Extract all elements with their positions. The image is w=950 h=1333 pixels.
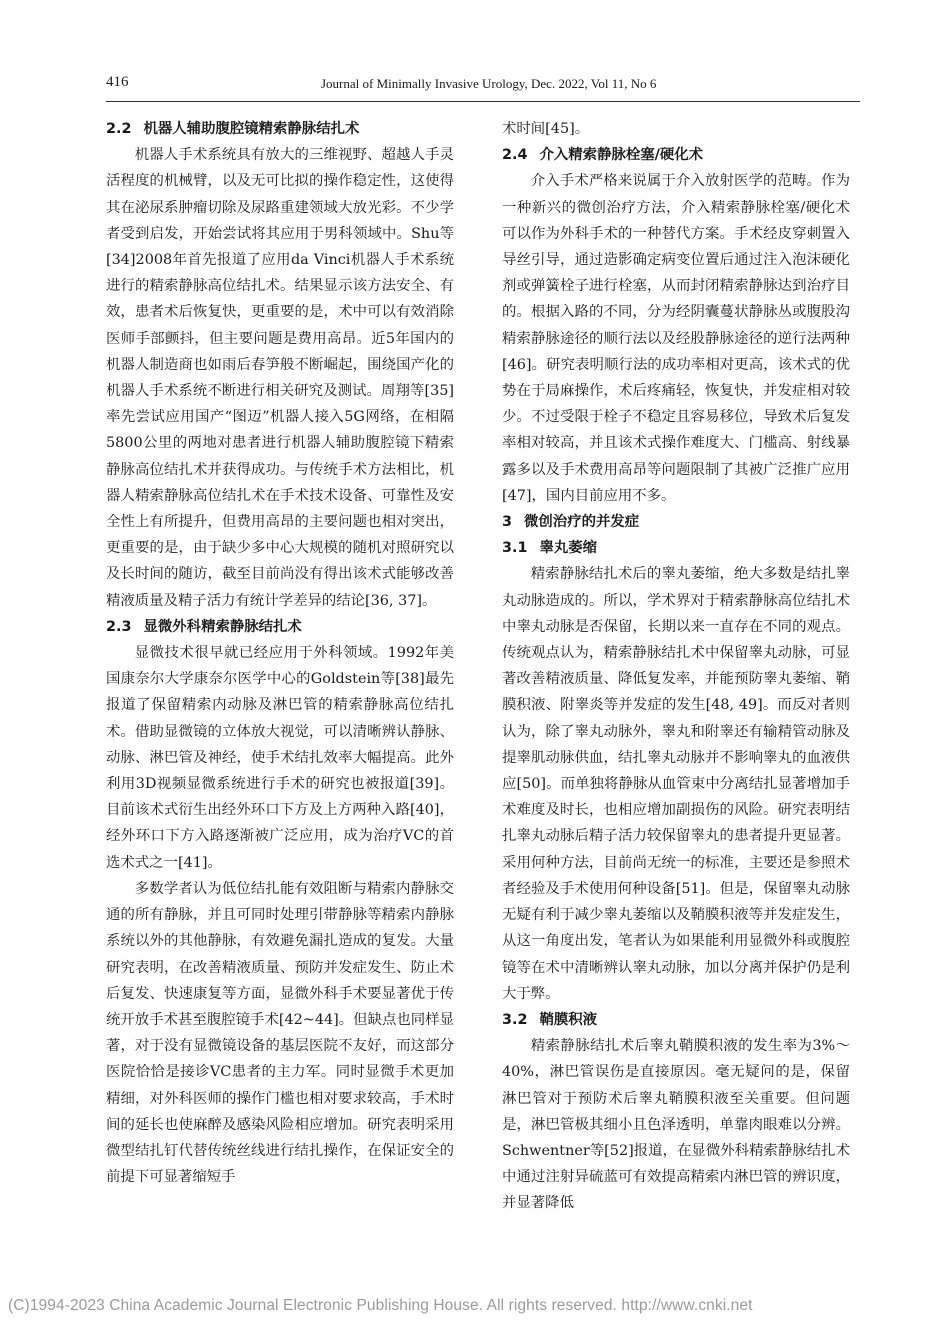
paragraph: 精索静脉结扎术后的睾丸萎缩，绝大多数是结扎睾丸动脉造成的。所以，学术界对于精索静脉高位结扎术中睾丸动脉是否保留，长期以来一直存在不同的观点。传统观点认为，精索静脉结扎术中保留睾丸动脉，可显著改善精液质量、降低复发率，并能预防睾丸萎缩、鞘膜积液、附睾炎等并发症的发生[48, 49]。而反对者则认为，除了睾丸动脉外，睾丸和附睾还有输精管动脉及提睾肌动脉供血，结扎睾丸动脉并不影响睾丸的血液供应[50]。而单独将静脉从血管束中分离结扎显著增加手术难度及时长，也相应增加副损伤的风险。研究表明结扎睾丸动脉后精子活力较保留睾丸的患者提升更显著。采用何种方法，目前尚无统一的标准，主要还是参照术者经验及手术使用何种设备[51]。但是，保留睾丸动脉无疑有利于减少睾丸萎缩以及鞘膜积液等并发症发生，从这一角度出发，笔者认为如果能利用显微外科或腹腔镜等在术中清晰辨认睾丸动脉，加以分离并保护仍是利大于弊。 (502, 566, 850, 1002)
header-rule (106, 101, 860, 102)
right-column (502, 116, 850, 1217)
paragraph: 多数学者认为低位结扎能有效阻断与精索内静脉交通的所有静脉，并且可同时处理引带静脉等精索内静脉系统以外的其他静脉，有效避免漏扎造成的复发。大量研究表明，在改善精液质量、预防并发症发生、防止术后复发、快速康复等方面，显微外科手术要显著优于传统开放手术甚至腹腔镜手术[42~44]。但缺点也同样显著，对于没有显微镜设备的基层医院不友好，而这部分医院恰恰是接诊VC患者的主力军。同时显微手术更加精细，对外科医师的操作门槛也相对要求较高，手术时间的延长也使麻醉及感染风险相应增加。研究表明采用微型结扎钉代替传统丝线进行结扎操作，在保证安全的前提下可显著缩短手 (106, 880, 454, 1186)
journal-citation: Journal of Minimally Invasive Urology, Dec. 2022, Vol 11, No 6 (321, 76, 657, 91)
left-column (106, 116, 454, 1190)
copyright-footer: (C)1994-2023 China Academic Journal Electronic Publishing House. All rights reserved. http://www.cnki.net (8, 1297, 753, 1314)
section-heading-2-3: 2.3 显微外科精索静脉结扎术 (106, 618, 302, 635)
section-heading-2-2: 2.2 机器人辅助腹腔镜精索静脉结扎术 (106, 121, 360, 137)
page-number: 416 (106, 74, 129, 90)
running-header (106, 74, 866, 96)
paragraph: 机器人手术系统具有放大的三维视野、超越人手灵活程度的机械臂，以及无可比拟的操作稳定性，这使得其在泌尿系肿瘤切除及尿路重建领域大放光彩。不少学者受到启发，开始尝试将其应用于男科领域中。Shu等[34]2008年首先报道了应用da Vinci机器人手术系统进行的精索静脉高位结扎术。结果显示该方法安全、有效，患者术后恢复快，更重要的是，术中可以有效消除医师手部颤抖，但主要问题是费用高昂。近5年国内的机器人制造商也如雨后春笋般不断崛起，围绕国产化的机器人手术系统不断进行相关研究及测试。周翔等[35]率先尝试应用国产“图迈”机器人接入5G网络，在相隔5800公里的两地对患者进行机器人辅助腹腔镜下精索静脉高位结扎术并获得成功。与传统手术方法相比，机器人精索静脉高位结扎术在手术技术设备、可靠性及安全性上有所提升，但费用高昂的主要问题也相对突出，更重要的是，由于缺少多中心大规模的随机对照研究以及长时间的随访，截至目前尚没有得出该术式能够改善精液质量及精子活力有统计学差异的结论[36, 37]。 (106, 147, 454, 609)
section-heading-3-1: 3.1 睾丸萎缩 (502, 540, 598, 557)
section-heading-2-4: 2.4 介入精索静脉栓塞/硬化术 (502, 147, 704, 164)
paragraph-continued: 术时间[45]。 (502, 121, 590, 137)
paragraph: 精索静脉结扎术后睾丸鞘膜积液的发生率为3%～40%，淋巴管误伤是直接原因。毫无疑问的是，保留淋巴管对于预防术后睾丸鞘膜积液至关重要。但问题是，淋巴管极其细小且色泽透明，单靠肉眼难以分辨。Schwentner等[52]报道，在显微外科精索静脉结扎术中通过注射异硫蓝可有效提高精索内淋巴管的辨识度，并显著降低 (502, 1038, 850, 1212)
section-heading-3: 3 微创治疗的并发症 (502, 514, 640, 531)
paragraph: 介入手术严格来说属于介入放射医学的范畴。作为一种新兴的微创治疗方法，介入精索静脉栓塞/硬化术可以作为外科手术的一种替代方案。手术经皮穿刺置入导丝引导，通过造影确定病变位置后通过注入泡沫硬化剂或弹簧栓子进行栓塞，从而封闭精索静脉达到治疗目的。根据入路的不同，分为经阴囊蔓状静脉丛或腹股沟精索静脉途径的顺行法以及经股静脉途径的逆行法两种[46]。研究表明顺行法的成功率相对更高，该术式的优势在于局麻操作，术后疼痛轻，恢复快，并发症相对较少。不过受限于栓子不稳定且容易移位，导致术后复发率相对较高，并且该术式操作难度大、门槛高、射线暴露多以及手术费用高昂等问题限制了其被广泛推广应用[47]，国内目前应用不多。 (502, 173, 850, 504)
section-heading-3-2: 3.2 鞘膜积液 (502, 1011, 598, 1028)
paragraph: 显微技术很早就已经应用于外科领域。1992年美国康奈尔大学康奈尔医学中心的Goldstein等[38]最先报道了保留精索内动脉及淋巴管的精索静脉高位结扎术。借助显微镜的立体放大视觉，可以清晰辨认静脉、动脉、淋巴管及神经，使手术结扎效率大幅提高。此外利用3D视频显微系统进行手术的研究也被报道[39]。目前该术式衍生出经外环口下方及上方两种入路[40]，经外环口下方入路逐渐被广泛应用，成为治疗VC的首选术式之一[41]。 (106, 645, 454, 871)
